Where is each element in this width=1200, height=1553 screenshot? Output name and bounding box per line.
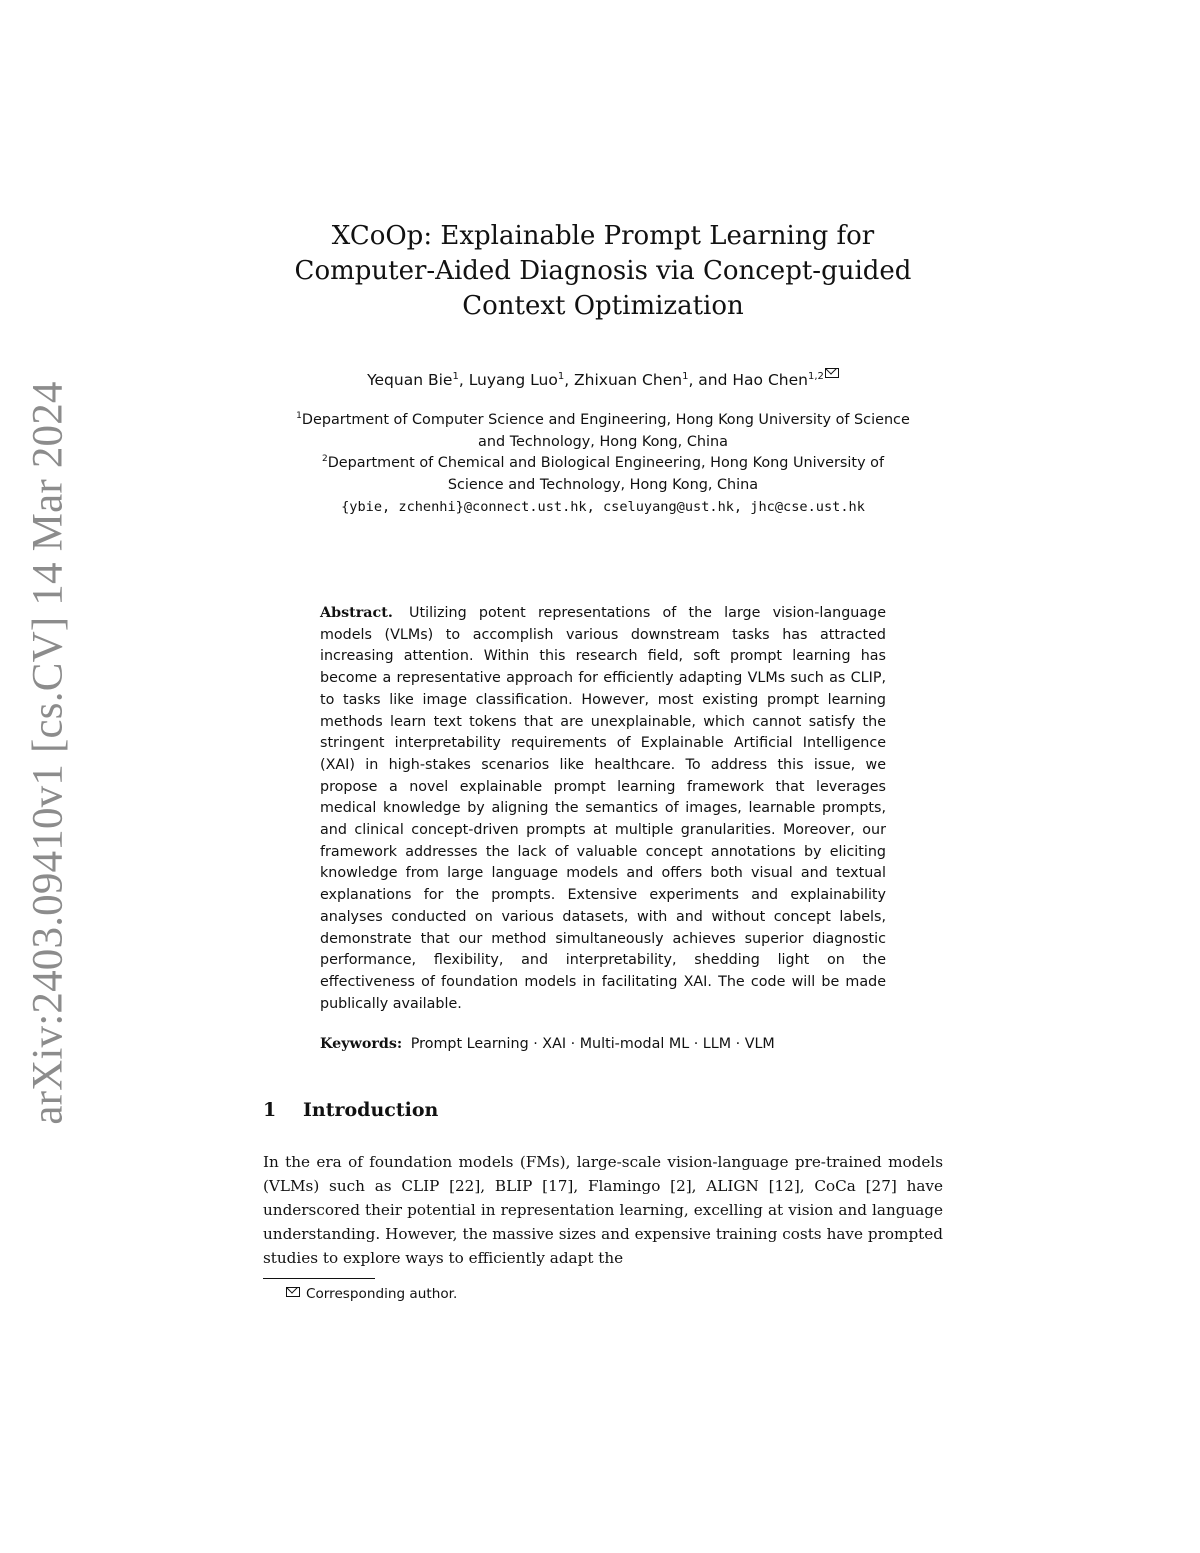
abstract-text: Utilizing potent representations of the large vision-language models (VLMs) to accomplish various downstream tasks has attracted increasing attention. Within this research field, soft prompt learning has become a representative approach for efficiently adapting VLMs such as CLIP, to tasks like image classification. However, most existing prompt learning methods learn text tokens that are unexplainable, which cannot satisfy the stringent interpretability requirements of Explainable Artificial Intelligence (XAI) in high-stakes scenarios like healthcare. To address this issue, we propose a novel explainable prompt learning framework that leverages medical knowledge by aligning the semantics of images, learnable prompts, and clinical concept-driven prompts at multiple granularities. Moreover, our framework addresses the lack of valuable concept annotations by eliciting knowledge from large language models and offers both visual and textual explanations for the prompts. Extensive experiments and explainability analyses conducted on various datasets, with and without concept labels, demonstrate that our method simultaneously achieves superior diagnostic performance, flexibility, and interpretability, shedding light on the effectiveness of foundation models in facilitating XAI. The code will be made publically available. <box>320 605 886 1012</box>
affiliation-line: and Technology, Hong Kong, China <box>478 434 728 450</box>
author-affil-mark: 1 <box>557 371 565 382</box>
affiliation-1 <box>263 409 943 453</box>
affiliation-mark: 1 <box>296 411 302 421</box>
introduction-paragraph: In the era of foundation models (FMs), large-scale vision-language pre-trained models (VLMs) such as CLIP [22], BLIP [17], Flamingo [2], ALIGN [12], CoCa [27] have underscored their potential in representation learning, excelling at vision and language understanding. However, the massive sizes and expensive training costs have prompted studies to explore ways to efficiently adapt the <box>263 1153 943 1267</box>
title-line-2: Computer-Aided Diagnosis via Concept-guided <box>294 256 912 286</box>
affiliation-2 <box>263 452 943 496</box>
section-title: Introduction <box>303 1099 439 1121</box>
author-name: Hao Chen <box>732 371 808 389</box>
footnote <box>285 1284 457 1304</box>
affiliation-line: Department of Chemical and Biological Engineering, Hong Kong University of <box>327 455 885 471</box>
footnote-text: Corresponding author. <box>306 1286 458 1302</box>
envelope-icon <box>286 1287 300 1297</box>
abstract <box>320 603 886 1015</box>
keywords-label: Keywords: <box>320 1036 403 1052</box>
author-emails: {ybie, zchenhi}@connect.ust.hk, cseluyang@ust.hk, jhc@cse.ust.hk <box>341 499 865 515</box>
author-affil-mark: 1,2 <box>807 371 824 382</box>
arxiv-identifier: arXiv:2403.09410v1 [cs.CV] 14 Mar 2024 <box>24 381 72 1125</box>
section-number: 1 <box>263 1099 277 1121</box>
author-name: Zhixuan Chen <box>574 371 683 389</box>
affiliation-line: Science and Technology, Hong Kong, China <box>447 477 759 493</box>
section-heading <box>263 1097 438 1123</box>
envelope-icon <box>825 368 839 378</box>
title-line-1: XCoOp: Explainable Prompt Learning for <box>331 221 875 251</box>
author-affil-mark: 1 <box>682 371 689 382</box>
author-name: Luyang Luo <box>468 371 558 389</box>
abstract-label: Abstract. <box>320 605 393 621</box>
author-affil-mark: 1 <box>452 371 459 382</box>
affiliation-line: Department of Computer Science and Engineering, Hong Kong University of Science <box>301 412 910 428</box>
author-list: Yequan Bie$^1$, Luyang Luo$^1$, Zhixuan Chen$^1$, and Hao Chen$^{1,2}$ <box>263 368 943 391</box>
paper-title <box>263 219 943 324</box>
title-line-3: Context Optimization <box>462 291 744 321</box>
footnote-divider <box>263 1278 375 1279</box>
affiliation-mark: 2 <box>321 454 328 464</box>
keywords <box>320 1033 886 1055</box>
arxiv-sidebar-stamp <box>8 381 88 1125</box>
author-name: Yequan Bie <box>367 371 453 389</box>
keywords-list: Prompt Learning · XAI · Multi-modal ML · LLM · VLM <box>410 1036 775 1052</box>
